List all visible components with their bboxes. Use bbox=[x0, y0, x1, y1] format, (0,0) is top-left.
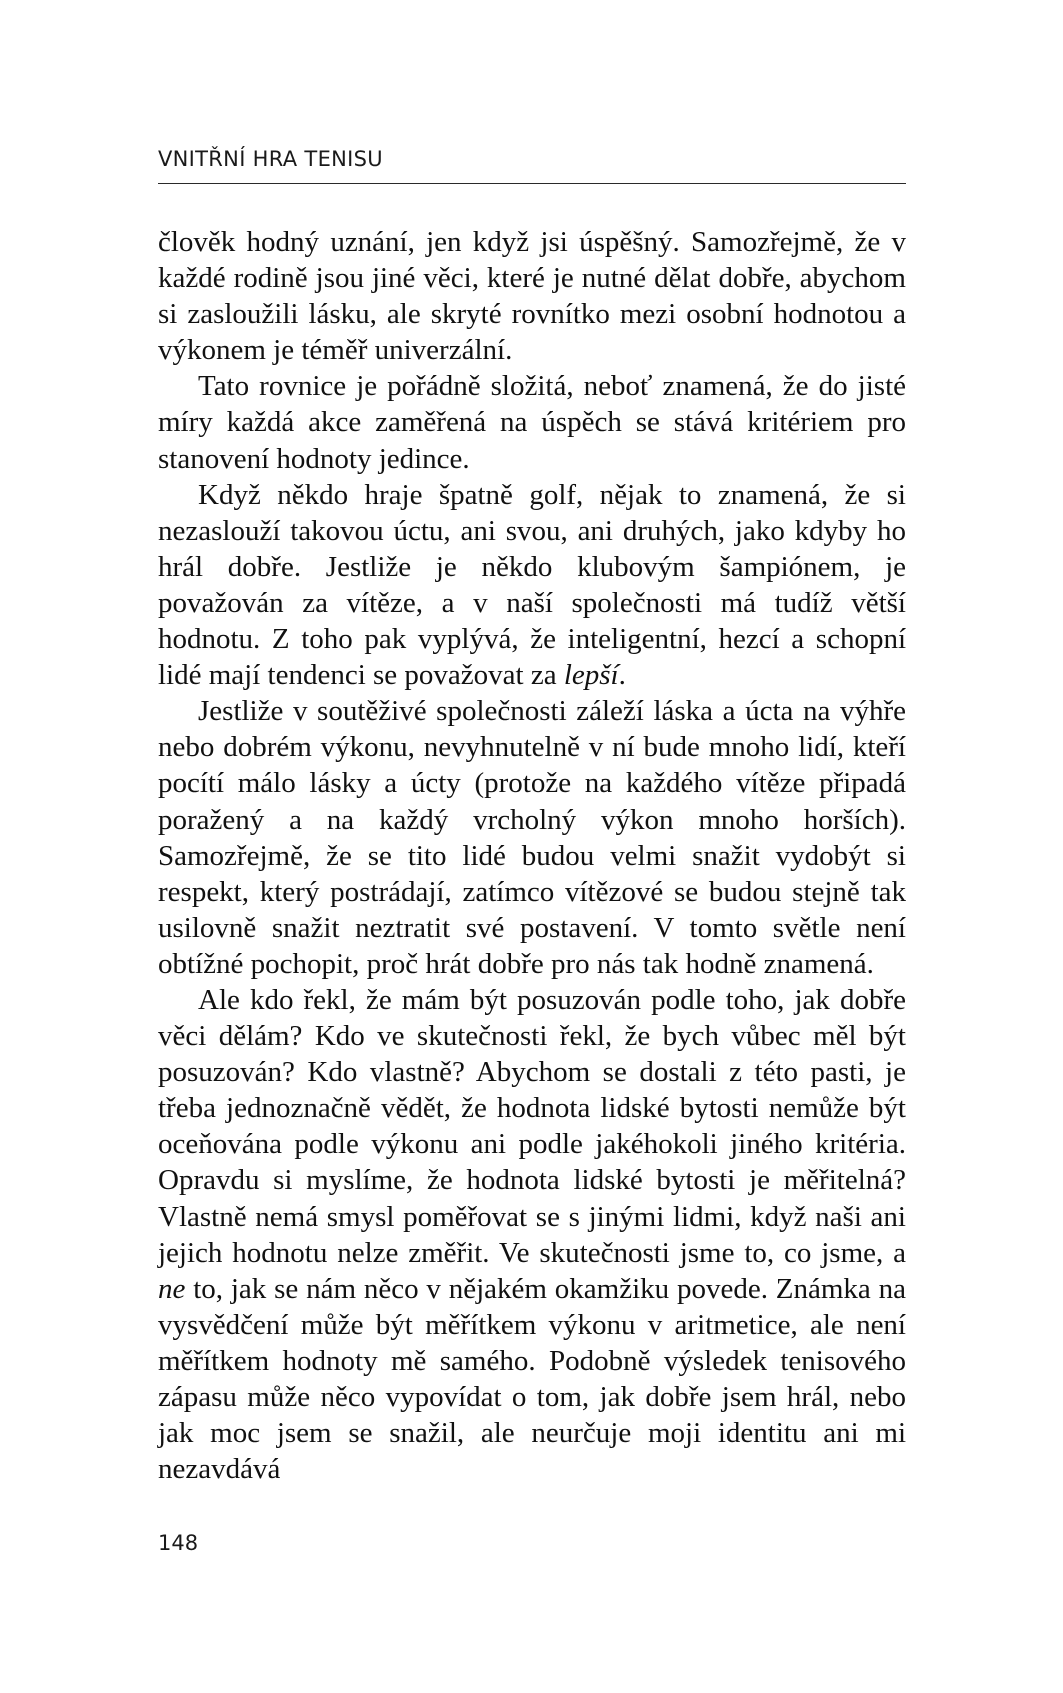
running-head-title: VNITŘNÍ HRA TENISU bbox=[158, 147, 383, 171]
paragraph-1 bbox=[158, 224, 906, 368]
paragraph-3-italic: lepší bbox=[563, 659, 619, 692]
body-text bbox=[158, 224, 906, 1487]
paragraph-3-text-a: Když někdo hraje špatně golf, nějak to znamená, že si nezaslouží takovou úctu, ani svou, ani druhých, jako kdyby ho hrál dobře. Jestliže je někdo klubovým šampiónem, je považován za vítěze, a v naší společnosti má tudíž větší hodnotu. Z toho pak vyplývá, že inteligentní, hezcí a schopní lidé mají tendenci se považovat za bbox=[158, 478, 906, 692]
paragraph-1-text: člověk hodný uznání, jen když jsi úspěšný. Samozřejmě, že v každé rodině jsou jiné věci, které je nutné dělat dobře, abychom si zasloužili lásku, ale skryté rovnítko mezi osobní hodnotou a výkonem je téměř univerzální. bbox=[158, 226, 906, 367]
paragraph-5 bbox=[158, 982, 906, 1487]
paragraph-5-italic: ne bbox=[158, 1272, 186, 1305]
paragraph-3 bbox=[158, 477, 906, 694]
paragraph-2-text: Tato rovnice je pořádně složitá, neboť znamená, že do jisté míry každá akce zaměřená na úspěch se stává kritériem pro stanovení hodnoty jedince. bbox=[158, 370, 906, 475]
paragraph-2 bbox=[158, 368, 906, 476]
paragraph-5-text-b: to, jak se nám něco v nějakém okamžiku povede. Známka na vysvědčení může být měřítkem výkonu v aritmetice, ale není měřítkem hodnoty mě samého. Podobně výsledek tenisového zápasu může něco vypovídat o tom, jak dobře jsem hrál, nebo jak moc jsem se snažil, ale neurčuje moji identitu ani mi nezavdává bbox=[158, 1272, 906, 1486]
paragraph-5-text-a: Ale kdo řekl, že mám být posuzován podle toho, jak dobře věci dělám? Kdo ve skutečnosti řekl, že bych vůbec měl být posuzován? Kdo vlastně? Abychom se dostali z této pasti, je třeba jednoznačně vědět, že hodnota lidské bytosti nemůže být oceňována podle výkonu ani podle jakéhokoli jiného kritéria. Opravdu si myslíme, že hodnota lidské bytosti je měřitelná? Vlastně nemá smysl poměřovat se s jinými lidmi, když naši ani jejich hodnotu nelze změřit. Ve skutečnosti jsme to, co jsme, a bbox=[158, 983, 906, 1269]
paragraph-4-text: Jestliže v soutěživé společnosti záleží láska a úcta na výhře nebo dobrém výkonu, nevyhnutelně v ní bude mnoho lidí, kteří pocítí málo lásky a úcty (protože na každého vítěze připadá poražený a na každý vrcholný výkon mnoho horších). Samozřejmě, že se tito lidé budou velmi snažit vydobýt si respekt, který postrádají, zatímco vítězové se budou stejně tak usilovně snažit neztratit své postavení. V tomto světle není obtížné pochopit, proč hrát dobře pro nás tak hodně znamená. bbox=[158, 695, 906, 980]
paragraph-4 bbox=[158, 693, 906, 982]
page-number: 148 bbox=[158, 1531, 199, 1555]
header-rule bbox=[158, 183, 906, 184]
paragraph-3-text-b: . bbox=[618, 659, 626, 692]
